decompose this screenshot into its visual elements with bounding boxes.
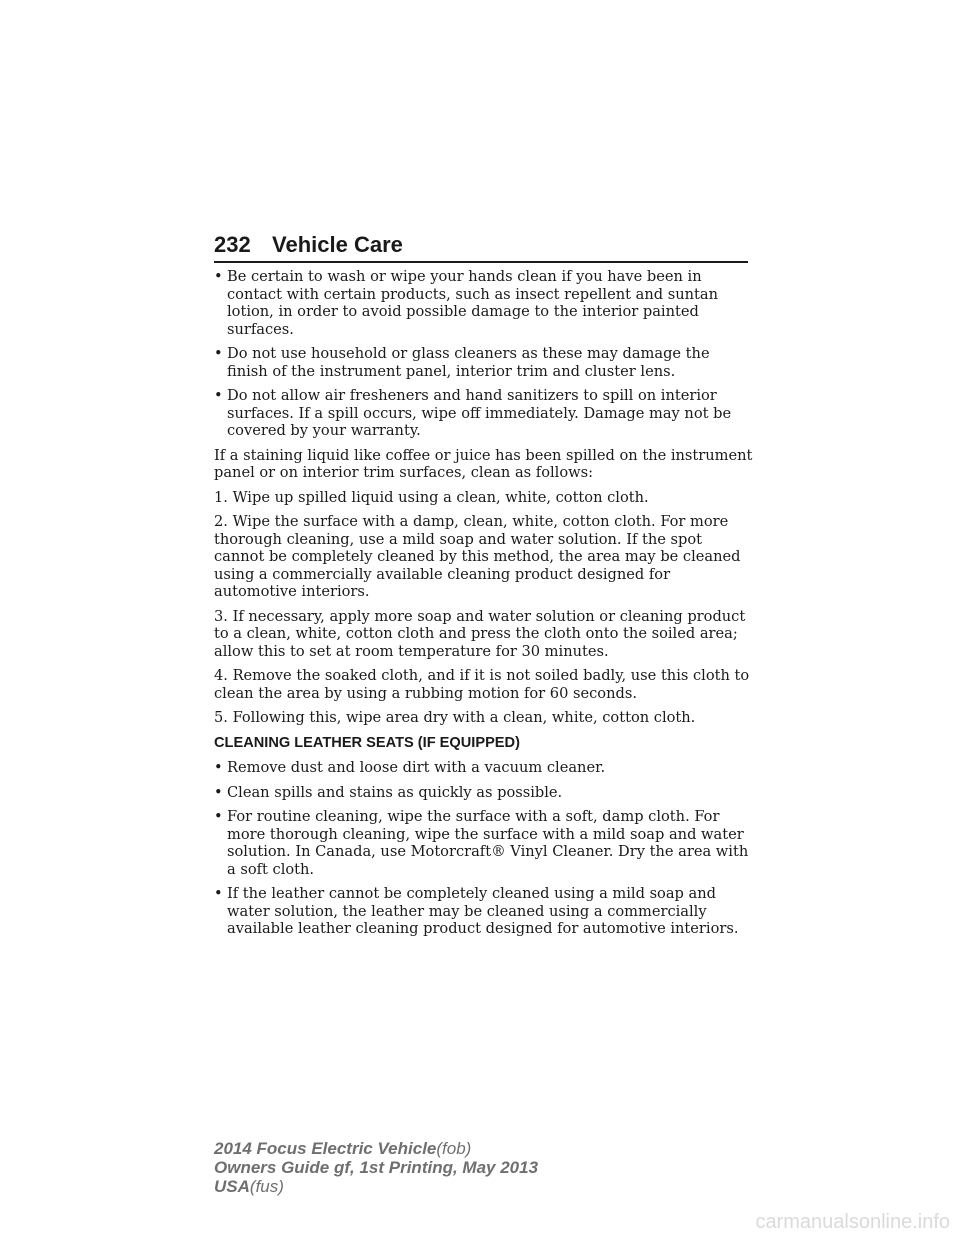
footer-line-2: Owners Guide gf, 1st Printing, May 2013: [214, 1158, 539, 1177]
bullet-icon: •: [214, 345, 223, 362]
bullet-icon: •: [214, 885, 223, 902]
page-number: 232: [214, 232, 251, 257]
bullet-icon: •: [214, 783, 223, 801]
bullet-text: Remove dust and loose dirt with a vacuum cleaner.: [227, 759, 606, 776]
bullet-text: If the leather cannot be completely cleaned using a mild soap and water solution, the leather may be cleaned using a commercially available leather cleaning product designed for automotive interiors.: [227, 885, 739, 937]
bullet-text: Do not use household or glass cleaners as these may damage the finish of the instrument panel, interior trim and cluster lens.: [227, 345, 710, 380]
page-header: [214, 230, 748, 264]
bullet-item: [214, 268, 754, 338]
footer-market-code: (fus): [249, 1177, 284, 1196]
section-title: Vehicle Care: [272, 232, 403, 257]
site-watermark: carmanualsonline.info: [755, 1211, 950, 1233]
step-5: 5. Following this, wipe area dry with a clean, white, cotton cloth.: [214, 709, 696, 726]
bullet-text: For routine cleaning, wipe the surface with a soft, damp cloth. For more thorough cleaning, wipe the surface with a mild soap and water solution. In Canada, use Motorcraft® Vinyl Cleaner. Dry the area with a soft cloth.: [227, 808, 749, 878]
intro-paragraph: If a staining liquid like coffee or juice has been spilled on the instrument panel or on interior trim surfaces, clean as follows:: [214, 446, 753, 481]
document-footer: [214, 1139, 634, 1196]
bullet-text: Be certain to wash or wipe your hands clean if you have been in contact with certain products, such as insect repellent and suntan lotion, in order to avoid possible damage to the interior painted surfaces.: [227, 268, 718, 338]
footer-model-code: (fob): [436, 1139, 472, 1158]
bullet-icon: •: [214, 387, 223, 404]
bullet-icon: •: [214, 808, 223, 825]
footer-market: USA: [214, 1177, 250, 1196]
footer-model: 2014 Focus Electric Vehicle: [214, 1139, 437, 1158]
bullet-icon: •: [214, 268, 223, 285]
step-2: 2. Wipe the surface with a damp, clean, white, cotton cloth. For more thorough cleaning, use a mild soap and water solution. If the spot cannot be completely cleaned by this method, the area may be cleaned using a commercially available cleaning product designed for automotive interiors.: [214, 513, 741, 600]
step-4: 4. Remove the soaked cloth, and if it is not soiled badly, use this cloth to clean the area by using a rubbing motion for 60 seconds.: [214, 667, 750, 702]
bullet-icon: •: [214, 759, 223, 776]
bullet-text: Do not allow air fresheners and hand sanitizers to spill on interior surfaces. If a spill occurs, wipe off immediately. Damage may not be covered by your warranty.: [227, 387, 732, 439]
bullet-item: [214, 784, 754, 802]
page-content: [214, 268, 754, 945]
bullet-item: [214, 885, 754, 938]
header-rule: [214, 261, 748, 263]
leather-seats-heading: CLEANING LEATHER SEATS (IF EQUIPPED): [214, 734, 520, 751]
bullet-text: Clean spills and stains as quickly as possible.: [227, 783, 563, 801]
bullet-item: [214, 345, 754, 380]
footer-line-1: [214, 1139, 634, 1158]
footer-line-3: [214, 1177, 634, 1196]
bullet-item: [214, 387, 754, 440]
bullet-item: [214, 808, 754, 878]
step-1: 1. Wipe up spilled liquid using a clean, white, cotton cloth.: [214, 488, 649, 506]
step-3: 3. If necessary, apply more soap and water solution or cleaning product to a clean, white, cotton cloth and press the cloth onto the soiled area; allow this to set at room temperature for 30 minutes.: [214, 607, 746, 660]
bullet-item: [214, 759, 754, 777]
